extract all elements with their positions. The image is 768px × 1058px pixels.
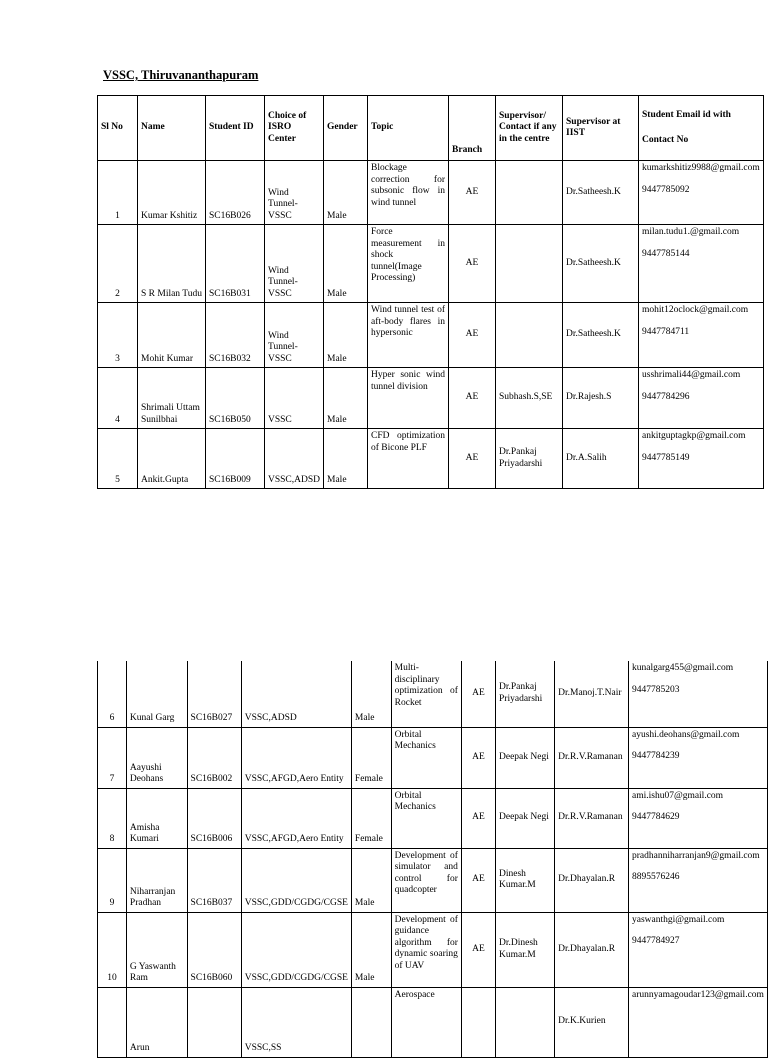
branch-cell: AE <box>461 661 495 727</box>
email-contact-cell <box>639 429 764 489</box>
gender-cell <box>351 987 391 1057</box>
table-row <box>98 225 764 303</box>
center-cell: Wind Tunnel-VSSC <box>265 161 324 225</box>
student-id-cell: SC16B009 <box>206 429 265 489</box>
name-cell: Shrimali Uttam Sunilbhai <box>138 368 206 429</box>
email-text: mohit12oclock@gmail.com <box>642 305 749 315</box>
email-contact-cell <box>639 303 764 368</box>
name-cell: Amisha Kumari <box>126 788 187 848</box>
phone-text: 9447784629 <box>631 812 680 822</box>
phone-text: 9447784239 <box>631 751 680 761</box>
center-cell: VSSC,ADSD <box>241 661 351 727</box>
header-email-line1: Student Email id with <box>642 110 731 120</box>
topic-cell: Blockage correction for subsonic flow in wind tunnel <box>368 161 449 225</box>
center-cell: Wind Tunnel-VSSC <box>265 225 324 303</box>
sl-cell: 8 <box>98 788 127 848</box>
supervisor-centre-cell: Dinesh Kumar.M <box>496 848 555 912</box>
email-text: milan.tudu1.@gmail.com <box>642 227 740 237</box>
header-supervisor-centre: Supervisor/ Contact if any in the centre <box>496 96 563 161</box>
sl-cell: 10 <box>98 912 127 987</box>
supervisor-iist-cell: Dr.Satheesh.K <box>563 225 639 303</box>
topic-cell: Development of guidance algorithm for dynamic soaring of UAV <box>391 912 461 987</box>
page-heading: VSSC, Thiruvananthapuram <box>103 68 259 82</box>
table-row <box>98 848 768 912</box>
student-id-cell <box>187 987 241 1057</box>
gender-cell: Female <box>351 727 391 788</box>
center-cell: VSSC,GDD/CGDG/CGSE <box>241 848 351 912</box>
phone-text: 9447784296 <box>642 391 690 402</box>
center-cell: Wind Tunnel-VSSC <box>265 303 324 368</box>
supervisor-iist-cell: Dr.Satheesh.K <box>563 303 639 368</box>
student-id-cell: SC16B027 <box>187 661 241 727</box>
topic-cell: CFD optimization of Bicone PLF <box>368 429 449 489</box>
branch-cell: AE <box>449 368 496 429</box>
topic-cell: Development of simulator and control for quadcopter <box>391 848 461 912</box>
center-cell: VSSC,ADSD <box>265 429 324 489</box>
table-row <box>98 912 768 987</box>
gender-cell: Male <box>351 848 391 912</box>
email-contact-cell <box>628 987 767 1057</box>
sl-cell: 6 <box>98 661 127 727</box>
supervisor-iist-cell: Dr.Rajesh.S <box>563 368 639 429</box>
branch-cell: AE <box>449 161 496 225</box>
header-sl: Sl No <box>98 96 138 161</box>
email-text: ayushi.deohans@gmail.com <box>631 729 740 740</box>
name-cell: Arun <box>126 987 187 1057</box>
gender-cell: Female <box>351 788 391 848</box>
header-center: Choice of ISRO Center <box>265 96 324 161</box>
branch-cell: AE <box>461 848 495 912</box>
phone-text: 9447785092 <box>642 184 690 195</box>
sl-cell <box>98 987 127 1057</box>
email-contact-cell <box>628 848 767 912</box>
center-cell: VSSC,GDD/CGDG/CGSE <box>241 912 351 987</box>
student-id-cell: SC16B060 <box>187 912 241 987</box>
sl-cell: 5 <box>98 429 138 489</box>
branch-cell: AE <box>449 225 496 303</box>
sl-cell: 7 <box>98 727 127 788</box>
student-id-cell: SC16B031 <box>206 225 265 303</box>
student-id-cell: SC16B050 <box>206 368 265 429</box>
name-cell: Kumar Kshitiz <box>138 161 206 225</box>
name-cell: G Yaswanth Ram <box>126 912 187 987</box>
center-cell: VSSC <box>265 368 324 429</box>
phone-text: 9447785144 <box>642 248 690 259</box>
email-text: usshrimali44@gmail.com <box>642 370 741 380</box>
branch-cell: AE <box>449 303 496 368</box>
sl-cell: 2 <box>98 225 138 303</box>
header-email-line2: Contact No <box>642 134 689 145</box>
supervisor-centre-cell: Subhash.S,SE <box>496 368 563 429</box>
gender-cell: Male <box>324 303 368 368</box>
header-branch: Branch <box>449 96 496 161</box>
table-row <box>98 788 768 848</box>
student-id-cell: SC16B026 <box>206 161 265 225</box>
center-cell: VSSC,AFGD,Aero Entity <box>241 727 351 788</box>
branch-cell: AE <box>461 788 495 848</box>
header-name: Name <box>138 96 206 161</box>
branch-cell: AE <box>449 429 496 489</box>
sl-cell: 1 <box>98 161 138 225</box>
supervisor-centre-cell <box>496 161 563 225</box>
branch-cell <box>461 987 495 1057</box>
email-text: ami.ishu07@gmail.com <box>631 790 724 801</box>
supervisor-iist-cell: Dr.Dhayalan.R <box>555 848 629 912</box>
name-cell: Niharranjan Pradhan <box>126 848 187 912</box>
supervisor-centre-cell: Dr.Pankaj Priyadarshi <box>496 661 555 727</box>
topic-cell: Hyper sonic wind tunnel division <box>368 368 449 429</box>
topic-cell: Force measurement in shock tunnel(Image Processing) <box>368 225 449 303</box>
email-contact-cell <box>639 225 764 303</box>
topic-cell: Aerospace <box>391 987 461 1057</box>
gender-cell: Male <box>351 661 391 727</box>
supervisor-centre-cell <box>496 225 563 303</box>
topic-cell: Multi-disciplinary optimization of Rocket <box>391 661 461 727</box>
sl-cell: 9 <box>98 848 127 912</box>
branch-cell: AE <box>461 727 495 788</box>
email-contact-cell <box>628 912 767 987</box>
gender-cell: Male <box>324 429 368 489</box>
students-table-part-1 <box>97 95 764 489</box>
supervisor-centre-cell: Deepak Negi <box>496 788 555 848</box>
phone-text: 8895576246 <box>631 872 680 882</box>
name-cell: Kunal Garg <box>126 661 187 727</box>
table-row <box>98 661 768 727</box>
table-row <box>98 368 764 429</box>
email-contact-cell <box>628 788 767 848</box>
gender-cell: Male <box>324 368 368 429</box>
header-email <box>639 96 764 161</box>
table-row <box>98 303 764 368</box>
table-row <box>98 161 764 225</box>
topic-cell: Wind tunnel test of aft-body flares in hypersonic <box>368 303 449 368</box>
branch-cell: AE <box>461 912 495 987</box>
center-cell: VSSC,AFGD,Aero Entity <box>241 788 351 848</box>
supervisor-iist-cell: Dr.A.Salih <box>563 429 639 489</box>
gender-cell: Male <box>324 161 368 225</box>
table-row <box>98 987 768 1057</box>
name-cell: Ankit.Gupta <box>138 429 206 489</box>
header-gender: Gender <box>324 96 368 161</box>
phone-text: 9447785203 <box>631 684 680 695</box>
phone-text: 9447784711 <box>642 326 690 337</box>
gender-cell: Male <box>351 912 391 987</box>
name-cell: S R Milan Tudu <box>138 225 206 303</box>
student-id-cell: SC16B037 <box>187 848 241 912</box>
gender-cell: Male <box>324 225 368 303</box>
header-supervisor-iist: Supervisor at IIST <box>563 96 639 161</box>
name-cell: Aayushi Deohans <box>126 727 187 788</box>
email-text: kumarkshitiz9988@gmail.com <box>642 163 760 173</box>
header-topic: Topic <box>368 96 449 161</box>
supervisor-centre-cell: Dr.Dinesh Kumar.M <box>496 912 555 987</box>
email-contact-cell <box>628 727 767 788</box>
email-text: pradhanniharranjan9@gmail.com <box>631 850 760 861</box>
email-text: ankitguptagkp@gmail.com <box>642 431 746 441</box>
supervisor-iist-cell: Dr.Manoj.T.Nair <box>555 661 629 727</box>
sl-cell: 4 <box>98 368 138 429</box>
table-row <box>98 429 764 489</box>
table-header-row <box>98 96 764 161</box>
student-id-cell: SC16B032 <box>206 303 265 368</box>
center-cell: VSSC,SS <box>241 987 351 1057</box>
student-id-cell: SC16B002 <box>187 727 241 788</box>
supervisor-iist-cell: Dr.Dhayalan.R <box>555 912 629 987</box>
phone-text: 9447785149 <box>642 452 690 463</box>
email-text: kunalgarg455@gmail.com <box>631 663 734 673</box>
phone-text: 9447784927 <box>631 936 680 946</box>
students-table-part-2 <box>97 661 768 1058</box>
email-contact-cell <box>628 661 767 727</box>
supervisor-iist-cell: Dr.R.V.Ramanan <box>555 727 629 788</box>
supervisor-centre-cell <box>496 987 555 1057</box>
supervisor-iist-cell: Dr.Satheesh.K <box>563 161 639 225</box>
email-text: yaswanthgi@gmail.com <box>631 914 725 925</box>
email-contact-cell <box>639 161 764 225</box>
name-cell: Mohit Kumar <box>138 303 206 368</box>
topic-cell: Orbital Mechanics <box>391 788 461 848</box>
header-student-id: Student ID <box>206 96 265 161</box>
table-row <box>98 727 768 788</box>
email-contact-cell <box>639 368 764 429</box>
student-id-cell: SC16B006 <box>187 788 241 848</box>
supervisor-centre-cell: Deepak Negi <box>496 727 555 788</box>
sl-cell: 3 <box>98 303 138 368</box>
supervisor-iist-cell: Dr.R.V.Ramanan <box>555 788 629 848</box>
supervisor-centre-cell: Dr.Pankaj Priyadarshi <box>496 429 563 489</box>
email-text: arunnyamagoudar123@gmail.com <box>631 989 764 1000</box>
supervisor-centre-cell <box>496 303 563 368</box>
topic-cell: Orbital Mechanics <box>391 727 461 788</box>
supervisor-iist-cell: Dr.K.Kurien <box>555 987 629 1057</box>
